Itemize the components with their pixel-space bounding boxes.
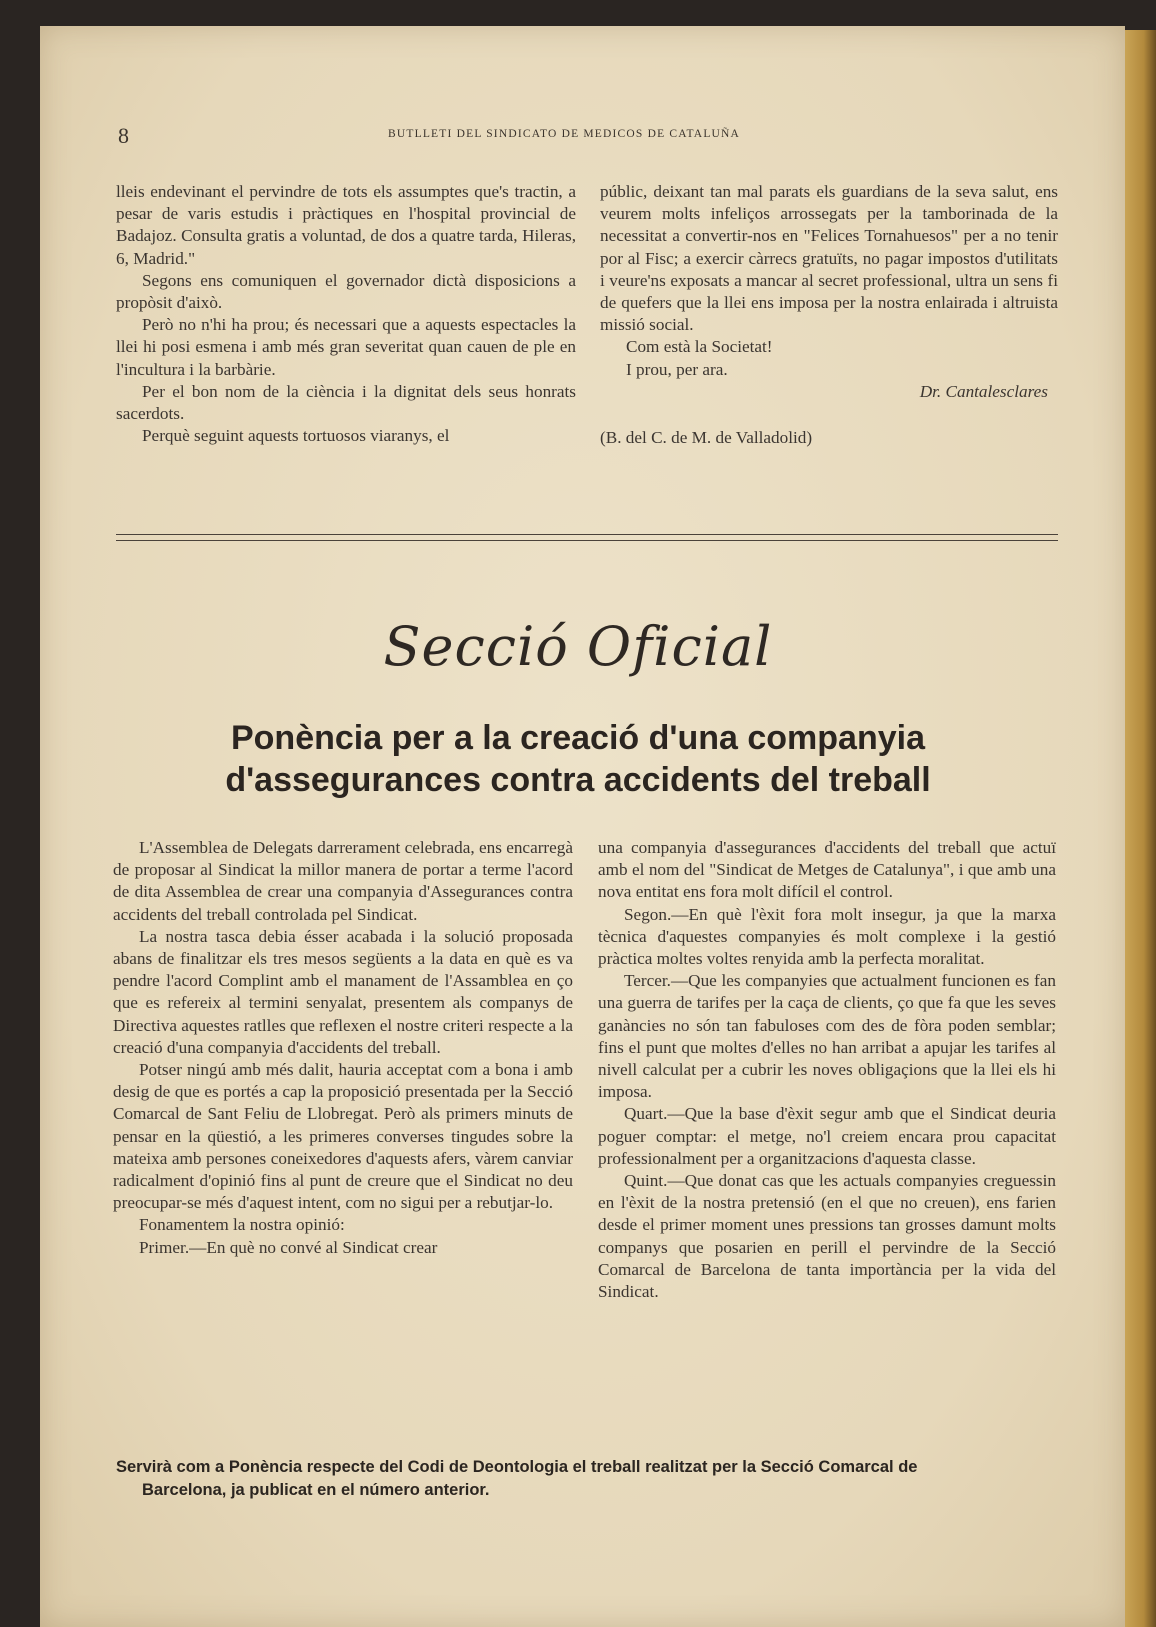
paragraph: Segons ens comuniquen el governador dictà disposicions a propòsit d'això. bbox=[116, 270, 576, 313]
page-number: 8 bbox=[118, 123, 129, 148]
footer-note-line: Servirà com a Ponència respecte del Codi de Deontologia el treball realitzat per la Secció Comarcal de bbox=[116, 1458, 918, 1476]
article-title-line: Ponència per a la creació d'una companyia bbox=[230, 719, 925, 757]
top-right-column bbox=[600, 181, 1058, 449]
paragraph: Perquè seguint aquests tortuosos viaranys, el bbox=[142, 426, 450, 446]
bottom-left-column bbox=[113, 837, 573, 1259]
paragraph: Primer.—En què no convé al Sindicat crear bbox=[139, 1237, 438, 1257]
paragraph: Quint.—Que donat cas que les actuals companyies creguessin en l'èxit de la nostra pretensió (en el que no creuen), ens farien desde el primer moment unes pressions tan grosses damunt molts companys que posarien en perill el pervindre de la Secció Comarcal de Barcelona de tanta importància per la vida del Sindicat. bbox=[598, 1171, 1056, 1302]
signature: Dr. Cantalesclares bbox=[919, 381, 1048, 401]
running-head: BUTLLETI DEL SINDICATO DE MEDICOS DE CATALUÑA bbox=[388, 128, 741, 140]
article-title-line: d'assegurances contra accidents del treball bbox=[225, 761, 931, 799]
paragraph: Com està la Societat! bbox=[626, 337, 773, 357]
paragraph: Fonamentem la nostra opinió: bbox=[139, 1215, 345, 1235]
paragraph: Tercer.—Que les companyies que actualment funcionen es fan una guerra de tarifes per la caça de clients, ço que fa que les seves ganàncies no són tan fabuloses com des de fòra poden semblar; fins el punt que moltes d'elles no han arribat a apujar les tarifes al nivell calculat per a cubrir les noves obligaçions que la llei els hi imposa. bbox=[598, 971, 1056, 1102]
paragraph: Però no n'hi ha prou; és necessari que a aquests espectacles la llei hi posi esmena i amb més gran severitat quan cauen de ple en l'incultura i la barbàrie. bbox=[116, 315, 576, 379]
section-title: Secció Oficial bbox=[383, 615, 773, 678]
bottom-right-column bbox=[598, 837, 1056, 1303]
divider-rule bbox=[116, 540, 1058, 541]
paragraph: lleis endevinant el pervindre de tots els assumptes que's tractin, a pesar de varis estudis i pràctiques en l'hospital provincial de Badajoz. Consulta gratis a voluntad, de dos a quatre tarda, Hileras, 6, Madrid." bbox=[116, 182, 576, 268]
footer-note bbox=[116, 1456, 1056, 1502]
paragraph: L'Assemblea de Delegats darrerament celebrada, ens encarregà de proposar al Sindicat la millor manera de portar a terme l'acord de dita Assemblea de crear una companyia d'Assegurances contra accidents del treball controlada pel Sindicat. bbox=[113, 838, 573, 924]
paragraph: una companyia d'assegurances d'accidents del treball que actuï amb el nom del "Sindicat de Metges de Catalunya", i que amb una nova entitat ens fora molt difícil el control. bbox=[598, 838, 1056, 902]
paragraph: La nostra tasca debia ésser acabada i la solució proposada abans de finalitzar els tres mesos següents a la data en què es va pendre l'acord Complint amb el manament de l'Assamblea en ço que es refereix al termini senyalat, presentem als companys de Directiva aquestes ratlles que reflexen el nostre criteri respecte a la creació d'una companyia d'accidents del treball. bbox=[113, 926, 574, 1057]
book-spine bbox=[1125, 30, 1156, 1627]
source-citation: (B. del C. de M. de Valladolid) bbox=[600, 428, 813, 448]
paragraph: I prou, per ara. bbox=[626, 359, 728, 379]
paragraph: públic, deixant tan mal parats els guardians de la seva salut, ens veurem molts infeliços arrossegats per la tamborinada de la necessitat a convertir-nos en "Felices Tornahuesos" per a no tenir por al Fisc; a exercir càrrecs gratuïts, no pagar impostos d'utilitats i veure'ns exposats a mancar al secret professional, ultra un sens fi de quefers que la llei ens imposa per la nostra enlairada i altruista missió social. bbox=[600, 182, 1058, 335]
article-title bbox=[150, 717, 1006, 801]
paragraph: Per el bon nom de la ciència i la dignitat dels seus honrats sacerdots. bbox=[116, 381, 576, 424]
paragraph: Quart.—Que la base d'èxit segur amb que el Sindicat deuria poguer comptar: el metge, no'l creiem encara prou capacitat professionalment per a organitzacions d'aquesta classe. bbox=[598, 1104, 1056, 1168]
page-header bbox=[118, 123, 1040, 149]
footer-note-line: Barcelona, ja publicat en el número anterior. bbox=[142, 1481, 490, 1499]
divider-rule bbox=[116, 534, 1058, 535]
paragraph: Potser ningú amb més dalit, hauria acceptat com a bona i amb desig de que es portés a cap la proposició presentada per la Secció Comarcal de Sant Feliu de Llobregat. Però als primers minuts de pensar en la qüestió, a les primeres converses tingudes sobre la mateixa amb persones coneixedores d'aquests afers, vàrem canviar radicalment d'opinió fins al punt de creure que el Sindicat no deu preocupar-se més d'aquest intent, com no sigui per a rebutjar-lo. bbox=[113, 1060, 573, 1213]
top-left-column bbox=[116, 181, 576, 447]
paragraph: Segon.—En què l'èxit fora molt insegur, ja que la marxa tècnica d'aquestes companyies és molt complexe i la gestió pràctica moltes voltes renyida amb la perfecta moralitat. bbox=[598, 904, 1056, 969]
